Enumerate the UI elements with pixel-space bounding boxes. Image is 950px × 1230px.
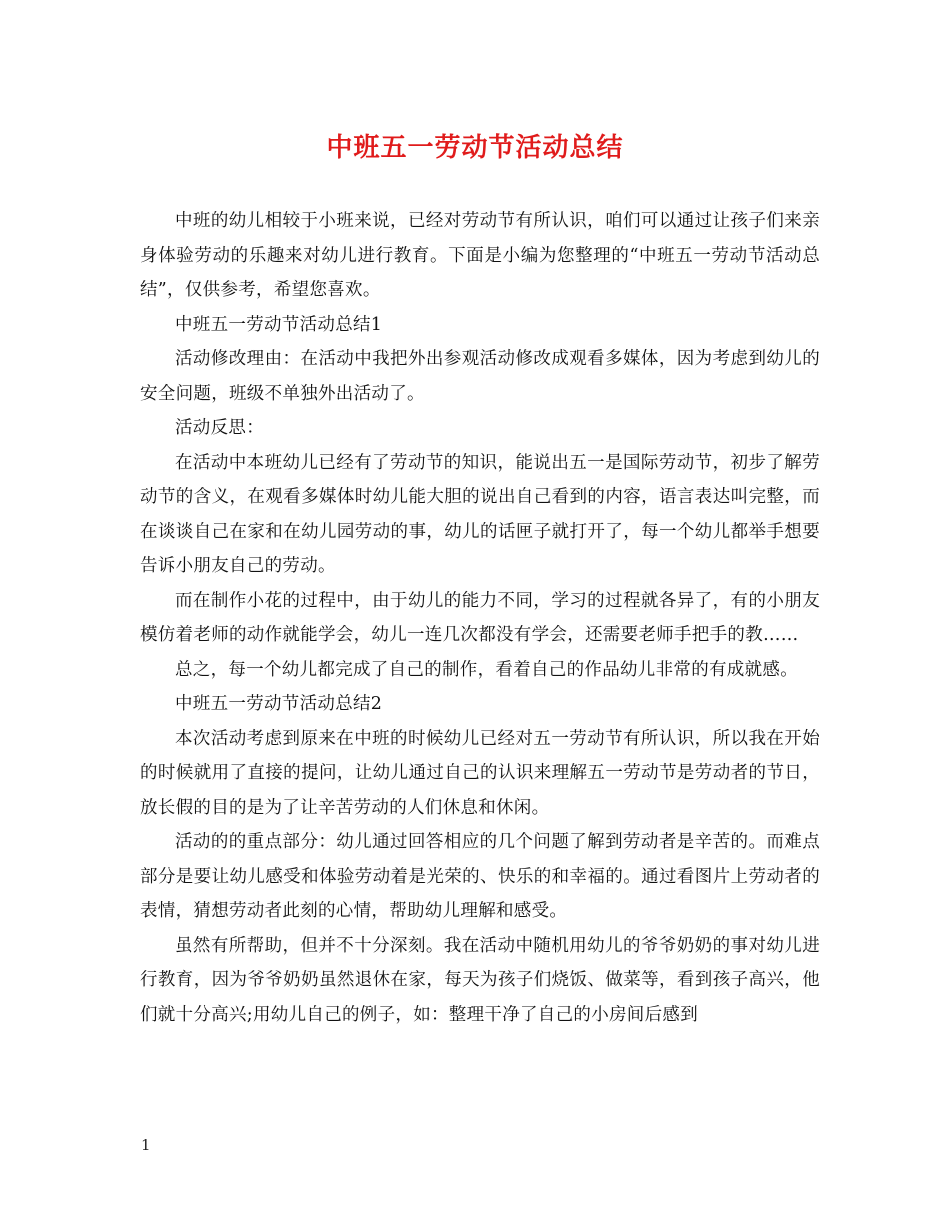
paragraph: 在活动中本班幼儿已经有了劳动节的知识，能说出五一是国际劳动节，初步了解劳动节的含义，在观看多媒体时幼儿能大胆的说出自己看到的内容，语言表达叫完整，而在谈谈自己在家和在幼儿园劳动的事，幼儿的话匣子就打开了，每一个幼儿都举手想要告诉小朋友自己的劳动。: [140, 452, 820, 576]
section-heading: 中班五一劳动节活动总结1: [175, 314, 383, 335]
section-heading: 中班五一劳动节活动总结2: [175, 694, 383, 714]
paragraph: 而在制作小花的过程中，由于幼儿的能力不同，学习的过程就各异了，有的小朋友模仿着老师的动作就能学会，幼儿一连几次都没有学会，还需要老师手把手的教……: [140, 590, 820, 645]
paragraph: 本次活动考虑到原来在中班的时候幼儿已经对五一劳动节有所认识，所以我在开始的时候就用了直接的提问，让幼儿通过自己的认识来理解五一劳动节是劳动者的节日，放长假的目的是为了让辛苦劳动的人们休息和休闲。: [140, 728, 820, 818]
paragraph: 总之，每一个幼儿都完成了自己的制作，看着自己的作品幼儿非常的有成就感。: [175, 659, 798, 680]
paragraph: 虽然有所帮助，但并不十分深刻。我在活动中随机用幼儿的爷爷奶奶的事对幼儿进行教育，因为爷爷奶奶虽然退休在家，每天为孩子们烧饭、做菜等，看到孩子高兴，他们就十分高兴;用幼儿自己的例子，如：整理干净了自己的小房间后感到: [140, 935, 820, 1025]
document-title: 中班五一劳动节活动总结: [326, 133, 624, 163]
page-number: 1: [141, 1136, 151, 1154]
document-body: [140, 204, 820, 1032]
paragraph: 中班的幼儿相较于小班来说，已经对劳动节有所认识，咱们可以通过让孩子们来亲身体验劳动的乐趣来对幼儿进行教育。下面是小编为您整理的“中班五一劳动节活动总结”，仅供参考，希望您喜欢。: [140, 211, 820, 300]
paragraph: 活动修改理由：在活动中我把外出参观活动修改成观看多媒体，因为考虑到幼儿的安全问题，班级不单独外出活动了。: [140, 349, 820, 404]
paragraph: 活动的的重点部分：幼儿通过回答相应的几个问题了解到劳动者是辛苦的。而难点部分是要让幼儿感受和体验劳动着是光荣的、快乐的和幸福的。通过看图片上劳动者的表情，猜想劳动者此刻的心情，帮助幼儿理解和感受。: [140, 832, 820, 921]
paragraph: 活动反思：: [175, 418, 264, 438]
